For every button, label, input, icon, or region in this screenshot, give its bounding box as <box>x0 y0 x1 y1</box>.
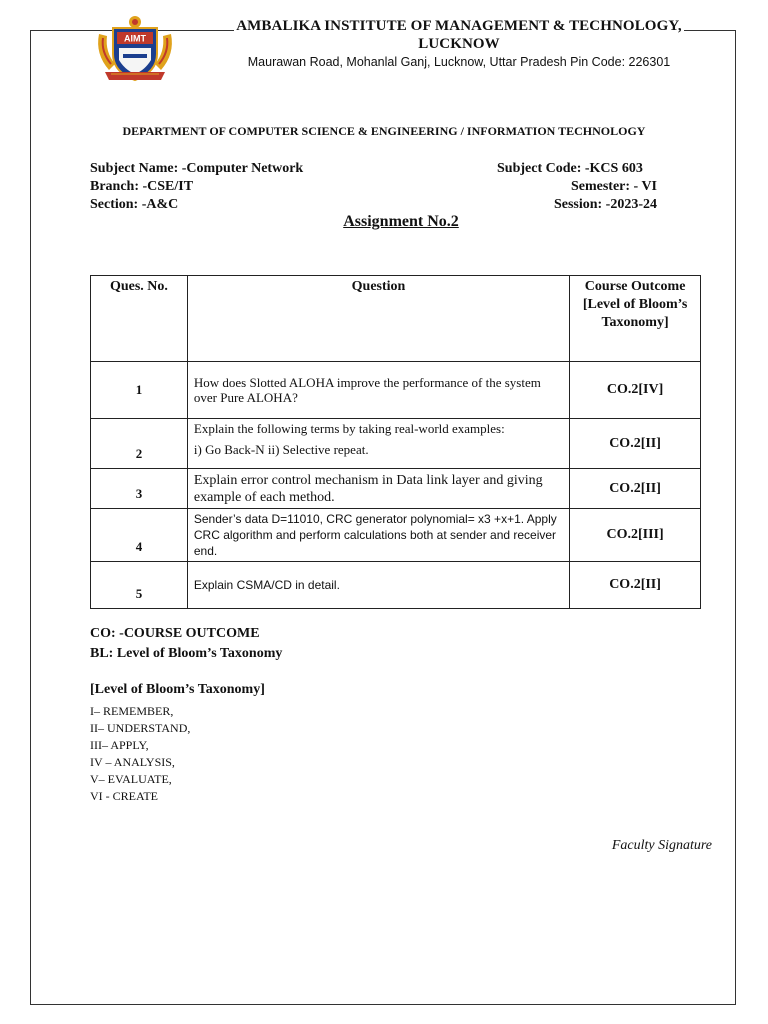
question-text: Explain CSMA/CD in detail. <box>187 562 569 609</box>
table-row <box>91 562 701 609</box>
table-header-row <box>91 276 701 362</box>
question-number: 1 <box>91 362 188 419</box>
list-item: III– APPLY, <box>90 738 149 752</box>
question-text: Explain the following terms by taking real-world examples: i) Go Back-N ii) Selective repeat. <box>187 419 569 469</box>
logo-text: AIMT <box>124 33 146 44</box>
institute-name <box>200 17 718 53</box>
course-outcome: CO.2[II] <box>570 469 701 509</box>
subject-meta-left <box>90 160 303 214</box>
subject-meta-right <box>497 160 657 214</box>
table-row <box>91 509 701 562</box>
question-text: Sender’s data D=11010, CRC generator polynomial= x3 +x+1. Apply CRC algorithm and perform calculations both at sender and receiver end. <box>187 509 569 562</box>
branch: Branch: -CSE/IT <box>90 179 194 194</box>
questions-table <box>90 275 701 609</box>
bloom-levels-list <box>90 703 190 805</box>
question-text: Explain error control mechanism in Data link layer and giving example of each method. <box>187 469 569 509</box>
institute-name-line2: LUCKNOW <box>418 36 500 52</box>
question-number: 2 <box>91 419 188 469</box>
legend <box>90 624 282 664</box>
subject-name: Subject Name: -Computer Network <box>90 161 304 176</box>
session: Session: -2023-24 <box>553 197 657 212</box>
legend-co: CO: -COURSE OUTCOME <box>90 626 260 641</box>
list-item: V– EVALUATE, <box>90 772 172 786</box>
semester: Semester: - VI <box>570 179 657 194</box>
question-number: 4 <box>91 509 188 562</box>
question-text: How does Slotted ALOHA improve the performance of the system over Pure ALOHA? <box>187 362 569 419</box>
header-ques-no: Ques. No. <box>91 276 188 362</box>
subject-code: Subject Code: -KCS 603 <box>497 161 643 176</box>
aimt-logo <box>95 14 175 84</box>
assignment-title: Assignment No.2 <box>343 213 459 230</box>
bloom-title: [Level of Bloom’s Taxonomy] <box>90 682 265 697</box>
institute-address: Maurawan Road, Mohanlal Ganj, Lucknow, Uttar Pradesh Pin Code: 226301 <box>247 55 671 69</box>
faculty-signature: Faculty Signature <box>611 838 712 853</box>
list-item: IV – ANALYSIS, <box>90 755 175 769</box>
question-number: 5 <box>91 562 188 609</box>
institute-name-line1: AMBALIKA INSTITUTE OF MANAGEMENT & TECHNOLOGY, <box>236 18 682 34</box>
header-question: Question <box>187 276 569 362</box>
list-item: VI - CREATE <box>90 789 158 803</box>
list-item: II– UNDERSTAND, <box>90 721 191 735</box>
department-title: DEPARTMENT OF COMPUTER SCIENCE & ENGINEERING / INFORMATION TECHNOLOGY <box>122 124 646 138</box>
table-row <box>91 362 701 419</box>
section: Section: -A&C <box>90 197 179 212</box>
header-course-outcome: Course Outcome [Level of Bloom’s Taxonomy] <box>570 276 701 362</box>
question-number: 3 <box>91 469 188 509</box>
list-item: I– REMEMBER, <box>90 704 174 718</box>
course-outcome: CO.2[II] <box>570 562 701 609</box>
table-row <box>91 419 701 469</box>
legend-bl: BL: Level of Bloom’s Taxonomy <box>90 646 283 661</box>
course-outcome: CO.2[II] <box>570 419 701 469</box>
course-outcome: CO.2[III] <box>570 509 701 562</box>
table-row <box>91 469 701 509</box>
course-outcome: CO.2[IV] <box>570 362 701 419</box>
